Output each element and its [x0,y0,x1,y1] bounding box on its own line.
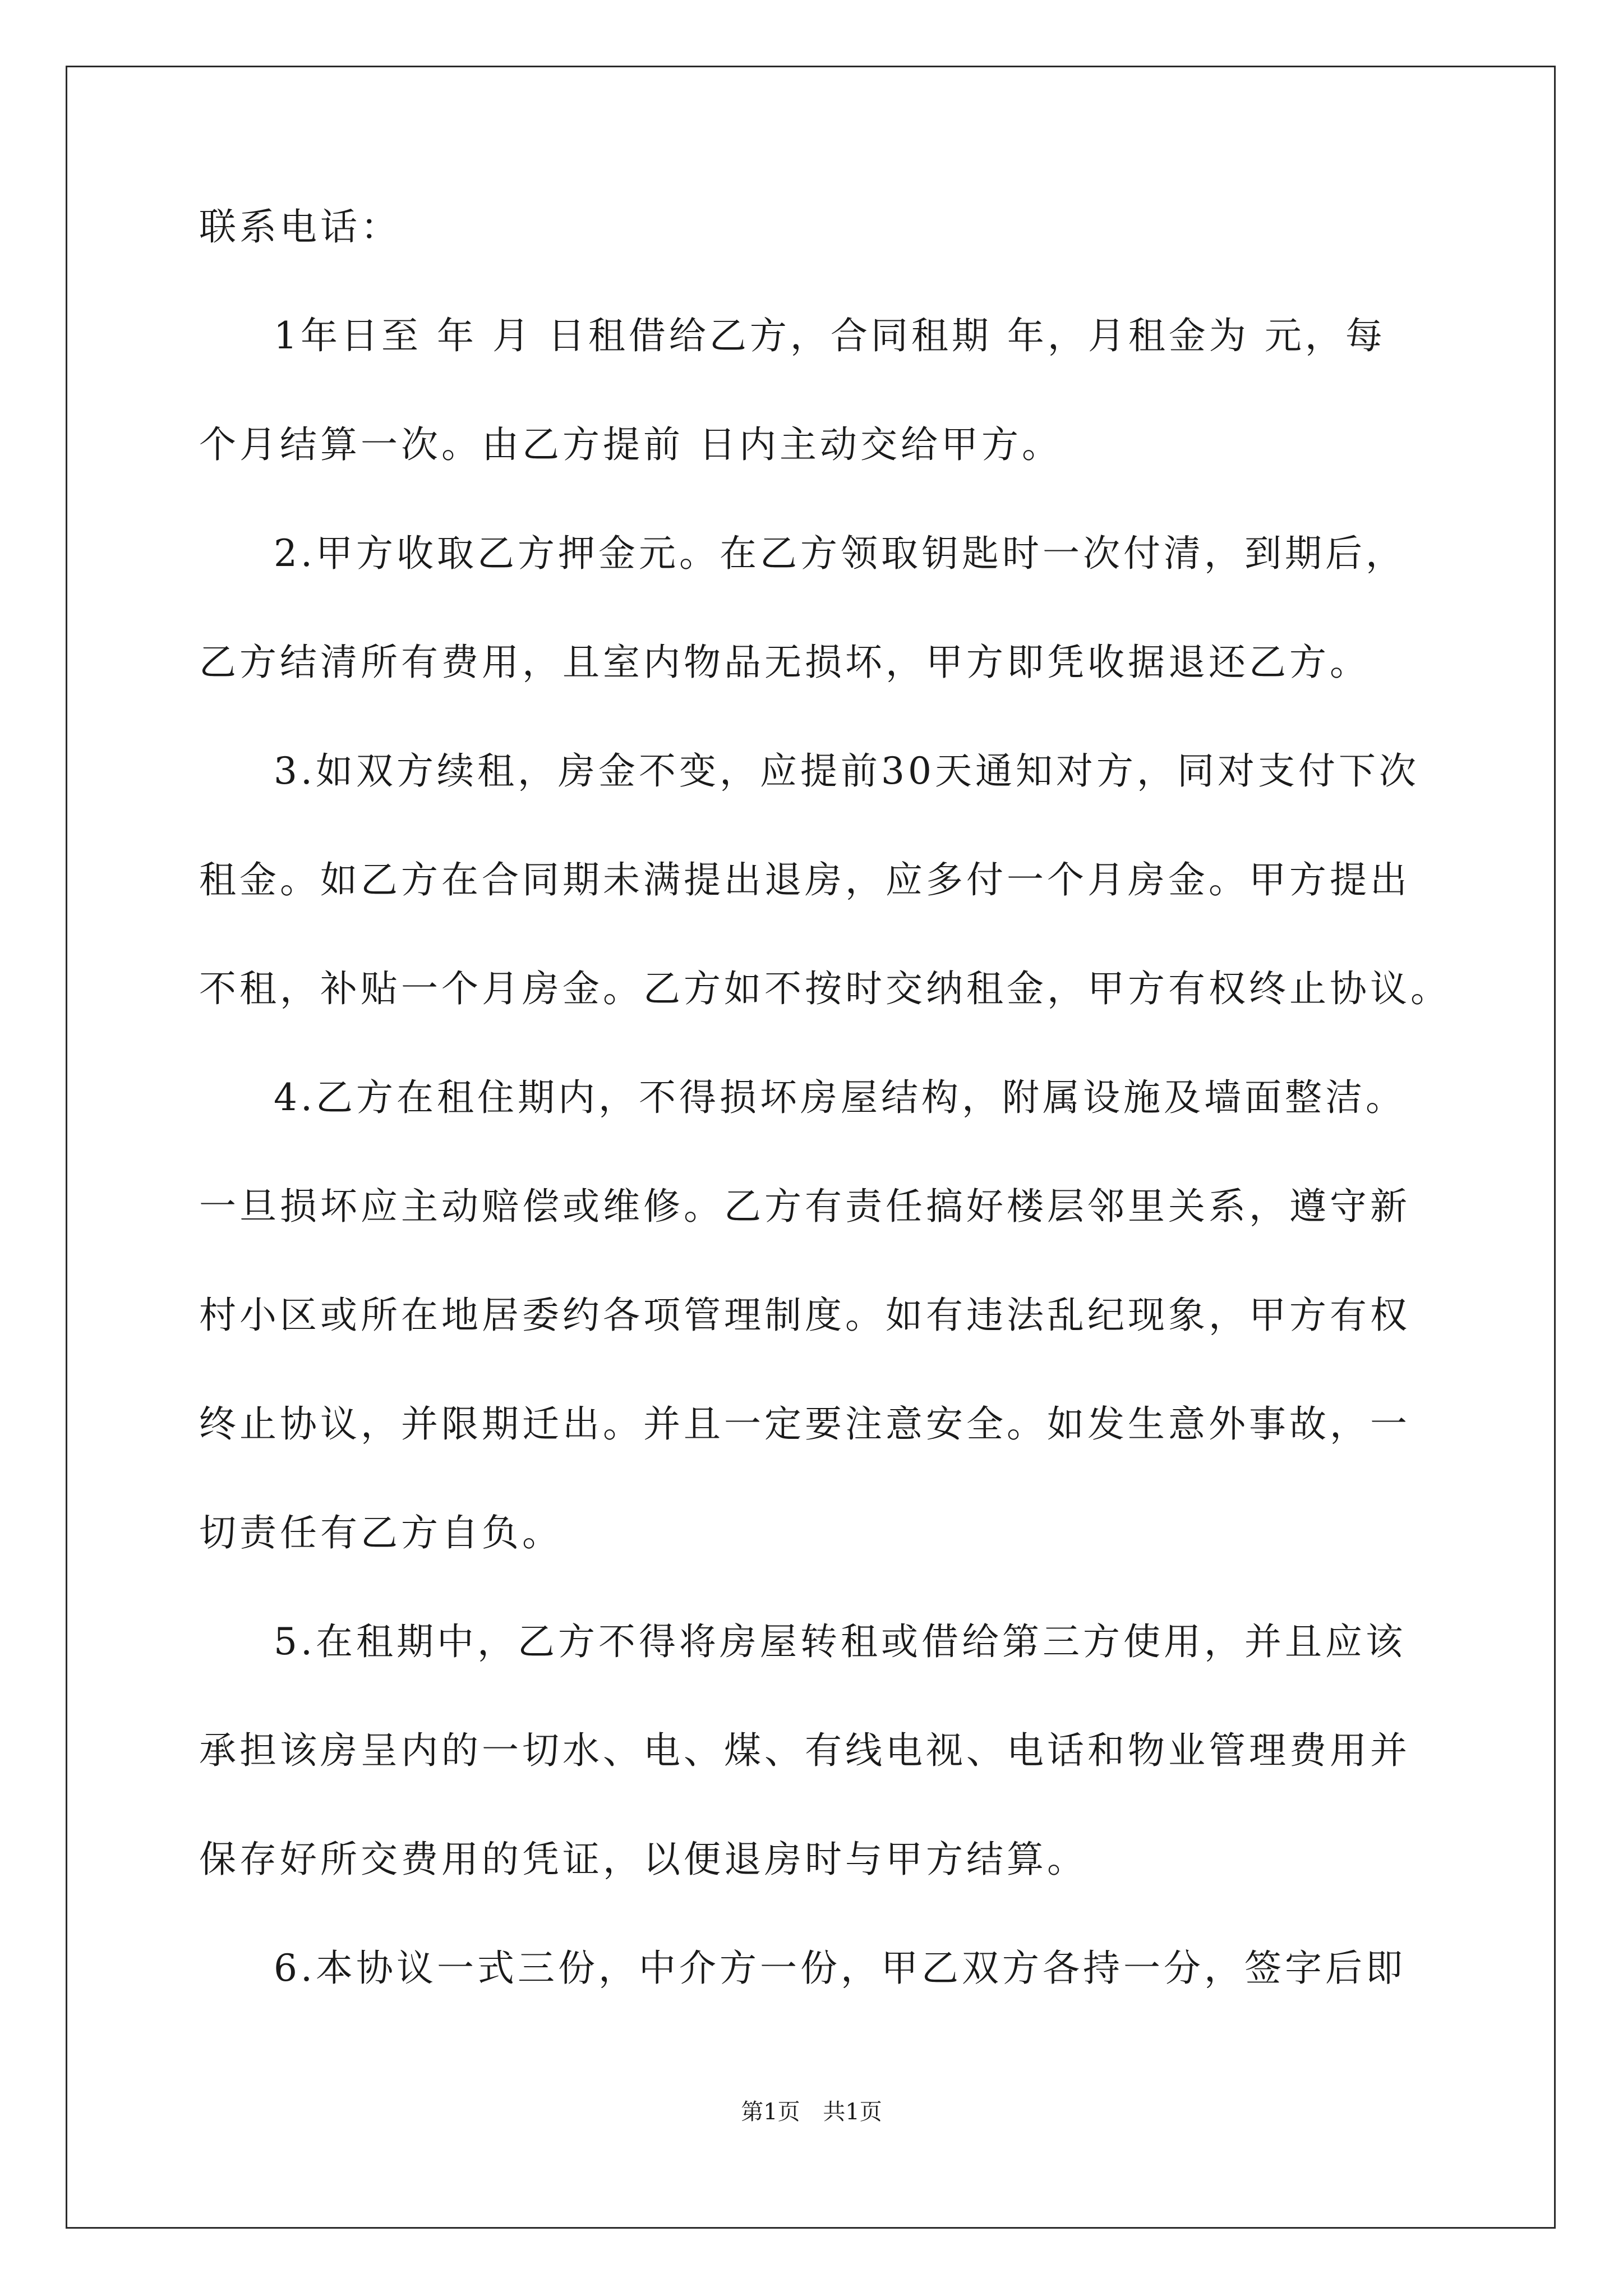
paragraph-3-line-2: 租金。如乙方在合同期未满提出退房，应多付一个月房金。甲方提出 [199,858,1410,901]
page-number-total: 共1页 [823,2099,882,2125]
paragraph-2-line-2: 乙方结清所有费用，且室内物品无损坏，甲方即凭收据退还乙方。 [199,641,1370,684]
paragraph-3-line-1: 3.如双方续租，房金不变，应提前30天通知对方，同对支付下次 [274,749,1419,793]
contact-phone-line: 联系电话： [199,205,401,249]
paragraph-4-line-4: 终止协议，并限期迁出。并且一定要注意安全。如发生意外事故，一 [199,1402,1410,1446]
paragraph-3-line-3: 不租，补贴一个月房金。乙方如不按时交纳租金，甲方有权终止协议。 [199,967,1451,1010]
page-border [66,66,1556,2229]
page-footer [0,2098,1623,2126]
paragraph-4-line-5: 切责任有乙方自负。 [199,1511,562,1554]
paragraph-1-line-2: 个月结算一次。由乙方提前 日内主动交给甲方。 [199,423,1062,466]
paragraph-6-line-1: 6.本协议一式三份，中介方一份，甲乙双方各持一分，签字后即 [274,1947,1406,1990]
paragraph-5-line-1: 5.在租期中，乙方不得将房屋转租或借给第三方使用，并且应该 [274,1620,1406,1663]
page-number-current: 第1页 [741,2099,800,2125]
paragraph-4-line-1: 4.乙方在租住期内，不得损坏房屋结构，附属设施及墙面整洁。 [274,1076,1406,1119]
paragraph-5-line-2: 承担该房呈内的一切水、电、煤、有线电视、电话和物业管理费用并 [199,1729,1410,1772]
paragraph-1-line-1: 1年日至 年 月 日租借给乙方，合同租期 年，月租金为 元，每 [274,314,1386,357]
paragraph-2-line-1: 2.甲方收取乙方押金元。在乙方领取钥匙时一次付清，到期后， [274,532,1406,575]
paragraph-4-line-2: 一旦损坏应主动赔偿或维修。乙方有责任搞好楼层邻里关系，遵守新 [199,1185,1410,1228]
paragraph-4-line-3: 村小区或所在地居委约各项管理制度。如有违法乱纪现象，甲方有权 [199,1294,1410,1337]
paragraph-5-line-3: 保存好所交费用的凭证，以便退房时与甲方结算。 [199,1838,1087,1881]
